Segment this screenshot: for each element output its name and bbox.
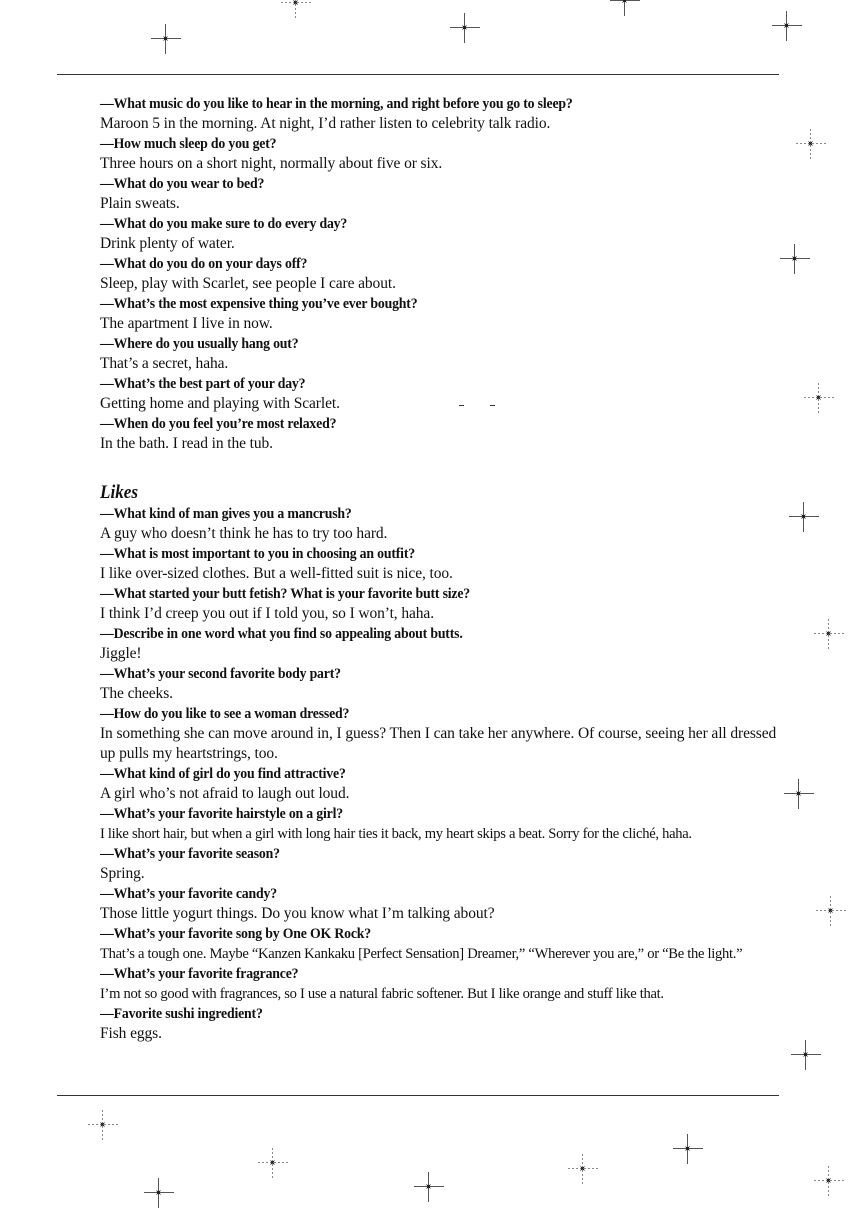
qa-item	[100, 414, 780, 454]
question: —What is most important to you in choosing an outfit?	[100, 546, 415, 562]
question: —What’s your favorite fragrance?	[100, 966, 299, 982]
question: —What do you wear to bed?	[100, 176, 265, 192]
answer: In something she can move around in, I guess? Then I can take her anywhere. Of course, seeing her all dressed up pulls my heartstrings, too.	[100, 725, 777, 762]
question: —Favorite sushi ingredient?	[100, 1006, 263, 1022]
answer: The cheeks.	[100, 685, 173, 702]
qa-item	[100, 334, 780, 374]
registration-mark-icon	[780, 244, 810, 274]
answer: Fish eggs.	[100, 1025, 162, 1042]
question: —What music do you like to hear in the morning, and right before you go to sleep?	[100, 96, 573, 112]
qa-item	[100, 94, 780, 134]
registration-mark-icon	[610, 0, 640, 16]
question: —How do you like to see a woman dressed?	[100, 706, 350, 722]
registration-mark-icon	[144, 1178, 174, 1208]
registration-mark-icon	[816, 896, 846, 926]
qa-item	[100, 254, 780, 294]
registration-mark-icon	[281, 0, 311, 18]
question: —Where do you usually hang out?	[100, 336, 299, 352]
answer: Three hours on a short night, normally about five or six.	[100, 155, 443, 172]
qa-item	[100, 134, 780, 174]
qa-item	[100, 964, 780, 1004]
registration-mark-icon	[796, 129, 826, 159]
registration-mark-icon	[814, 1166, 844, 1196]
registration-mark-icon	[151, 24, 181, 54]
qa-item	[100, 664, 780, 704]
qa-item	[100, 374, 780, 414]
qa-item	[100, 764, 780, 804]
question: —What started your butt fetish? What is your favorite butt size?	[100, 586, 471, 602]
question: —What kind of man gives you a mancrush?	[100, 506, 352, 522]
answer: That’s a tough one. Maybe “Kanzen Kankaku [Perfect Sensation] Dreamer,” “Wherever you are,” or “Be the light.”	[100, 946, 743, 962]
qa-item	[100, 924, 780, 964]
answer: Drink plenty of water.	[100, 235, 235, 252]
question: —What’s your favorite season?	[100, 846, 280, 862]
question: —How much sleep do you get?	[100, 136, 277, 152]
interview-content	[100, 94, 780, 1044]
registration-mark-icon	[673, 1134, 703, 1164]
answer: I like short hair, but when a girl with long hair ties it back, my heart skips a beat. Sorry for the cliché, haha.	[100, 826, 692, 842]
qa-list-likes	[100, 504, 780, 1044]
answer: Those little yogurt things. Do you know what I’m talking about?	[100, 905, 495, 922]
qa-item	[100, 584, 780, 624]
answer: Sleep, play with Scarlet, see people I care about.	[100, 275, 396, 292]
registration-mark-icon	[772, 11, 802, 41]
question: —What’s your favorite song by One OK Rock?	[100, 926, 371, 942]
qa-item	[100, 624, 780, 664]
question: —What’s the best part of your day?	[100, 376, 306, 392]
question: —What’s your second favorite body part?	[100, 666, 341, 682]
top-rule	[57, 74, 779, 75]
answer: That’s a secret, haha.	[100, 355, 229, 372]
registration-mark-icon	[88, 1110, 118, 1140]
answer: Getting home and playing with Scarlet.	[100, 395, 340, 412]
answer: I’m not so good with fragrances, so I use a natural fabric softener. But I like orange and stuff like that.	[100, 986, 664, 1002]
question: —What’s your favorite candy?	[100, 886, 277, 902]
answer: Plain sweats.	[100, 195, 180, 212]
qa-list-top	[100, 94, 780, 454]
answer: A guy who doesn’t think he has to try too hard.	[100, 525, 388, 542]
registration-mark-icon	[804, 383, 834, 413]
qa-item	[100, 214, 780, 254]
answer: Jiggle!	[100, 645, 142, 662]
registration-mark-icon	[450, 13, 480, 43]
question: —When do you feel you’re most relaxed?	[100, 416, 337, 432]
answer: The apartment I live in now.	[100, 315, 273, 332]
question: —What do you do on your days off?	[100, 256, 308, 272]
section-gap	[100, 454, 780, 474]
qa-item	[100, 1004, 780, 1044]
section-heading-likes: Likes	[100, 482, 138, 503]
answer: I like over-sized clothes. But a well-fitted suit is nice, too.	[100, 565, 453, 582]
question: —What do you make sure to do every day?	[100, 216, 348, 232]
registration-mark-icon	[258, 1148, 288, 1178]
qa-item	[100, 504, 780, 544]
registration-mark-icon	[784, 779, 814, 809]
answer: Spring.	[100, 865, 145, 882]
qa-item	[100, 544, 780, 584]
qa-item	[100, 294, 780, 334]
question: —Describe in one word what you find so appealing about butts.	[100, 626, 463, 642]
answer: A girl who’s not afraid to laugh out loud.	[100, 785, 350, 802]
registration-mark-icon	[814, 619, 844, 649]
answer: In the bath. I read in the tub.	[100, 435, 273, 452]
question: —What kind of girl do you find attractive?	[100, 766, 346, 782]
question: —What’s the most expensive thing you’ve ever bought?	[100, 296, 418, 312]
answer: Maroon 5 in the morning. At night, I’d rather listen to celebrity talk radio.	[100, 115, 551, 132]
registration-mark-icon	[414, 1172, 444, 1202]
registration-mark-icon	[789, 502, 819, 532]
answer: I think I’d creep you out if I told you, so I won’t, haha.	[100, 605, 434, 622]
bottom-rule	[57, 1095, 779, 1096]
registration-mark-icon	[568, 1154, 598, 1184]
qa-item	[100, 884, 780, 924]
question: —What’s your favorite hairstyle on a girl?	[100, 806, 343, 822]
qa-item	[100, 704, 780, 764]
qa-item	[100, 844, 780, 884]
qa-item	[100, 804, 780, 844]
registration-mark-icon	[791, 1040, 821, 1070]
qa-item	[100, 174, 780, 214]
